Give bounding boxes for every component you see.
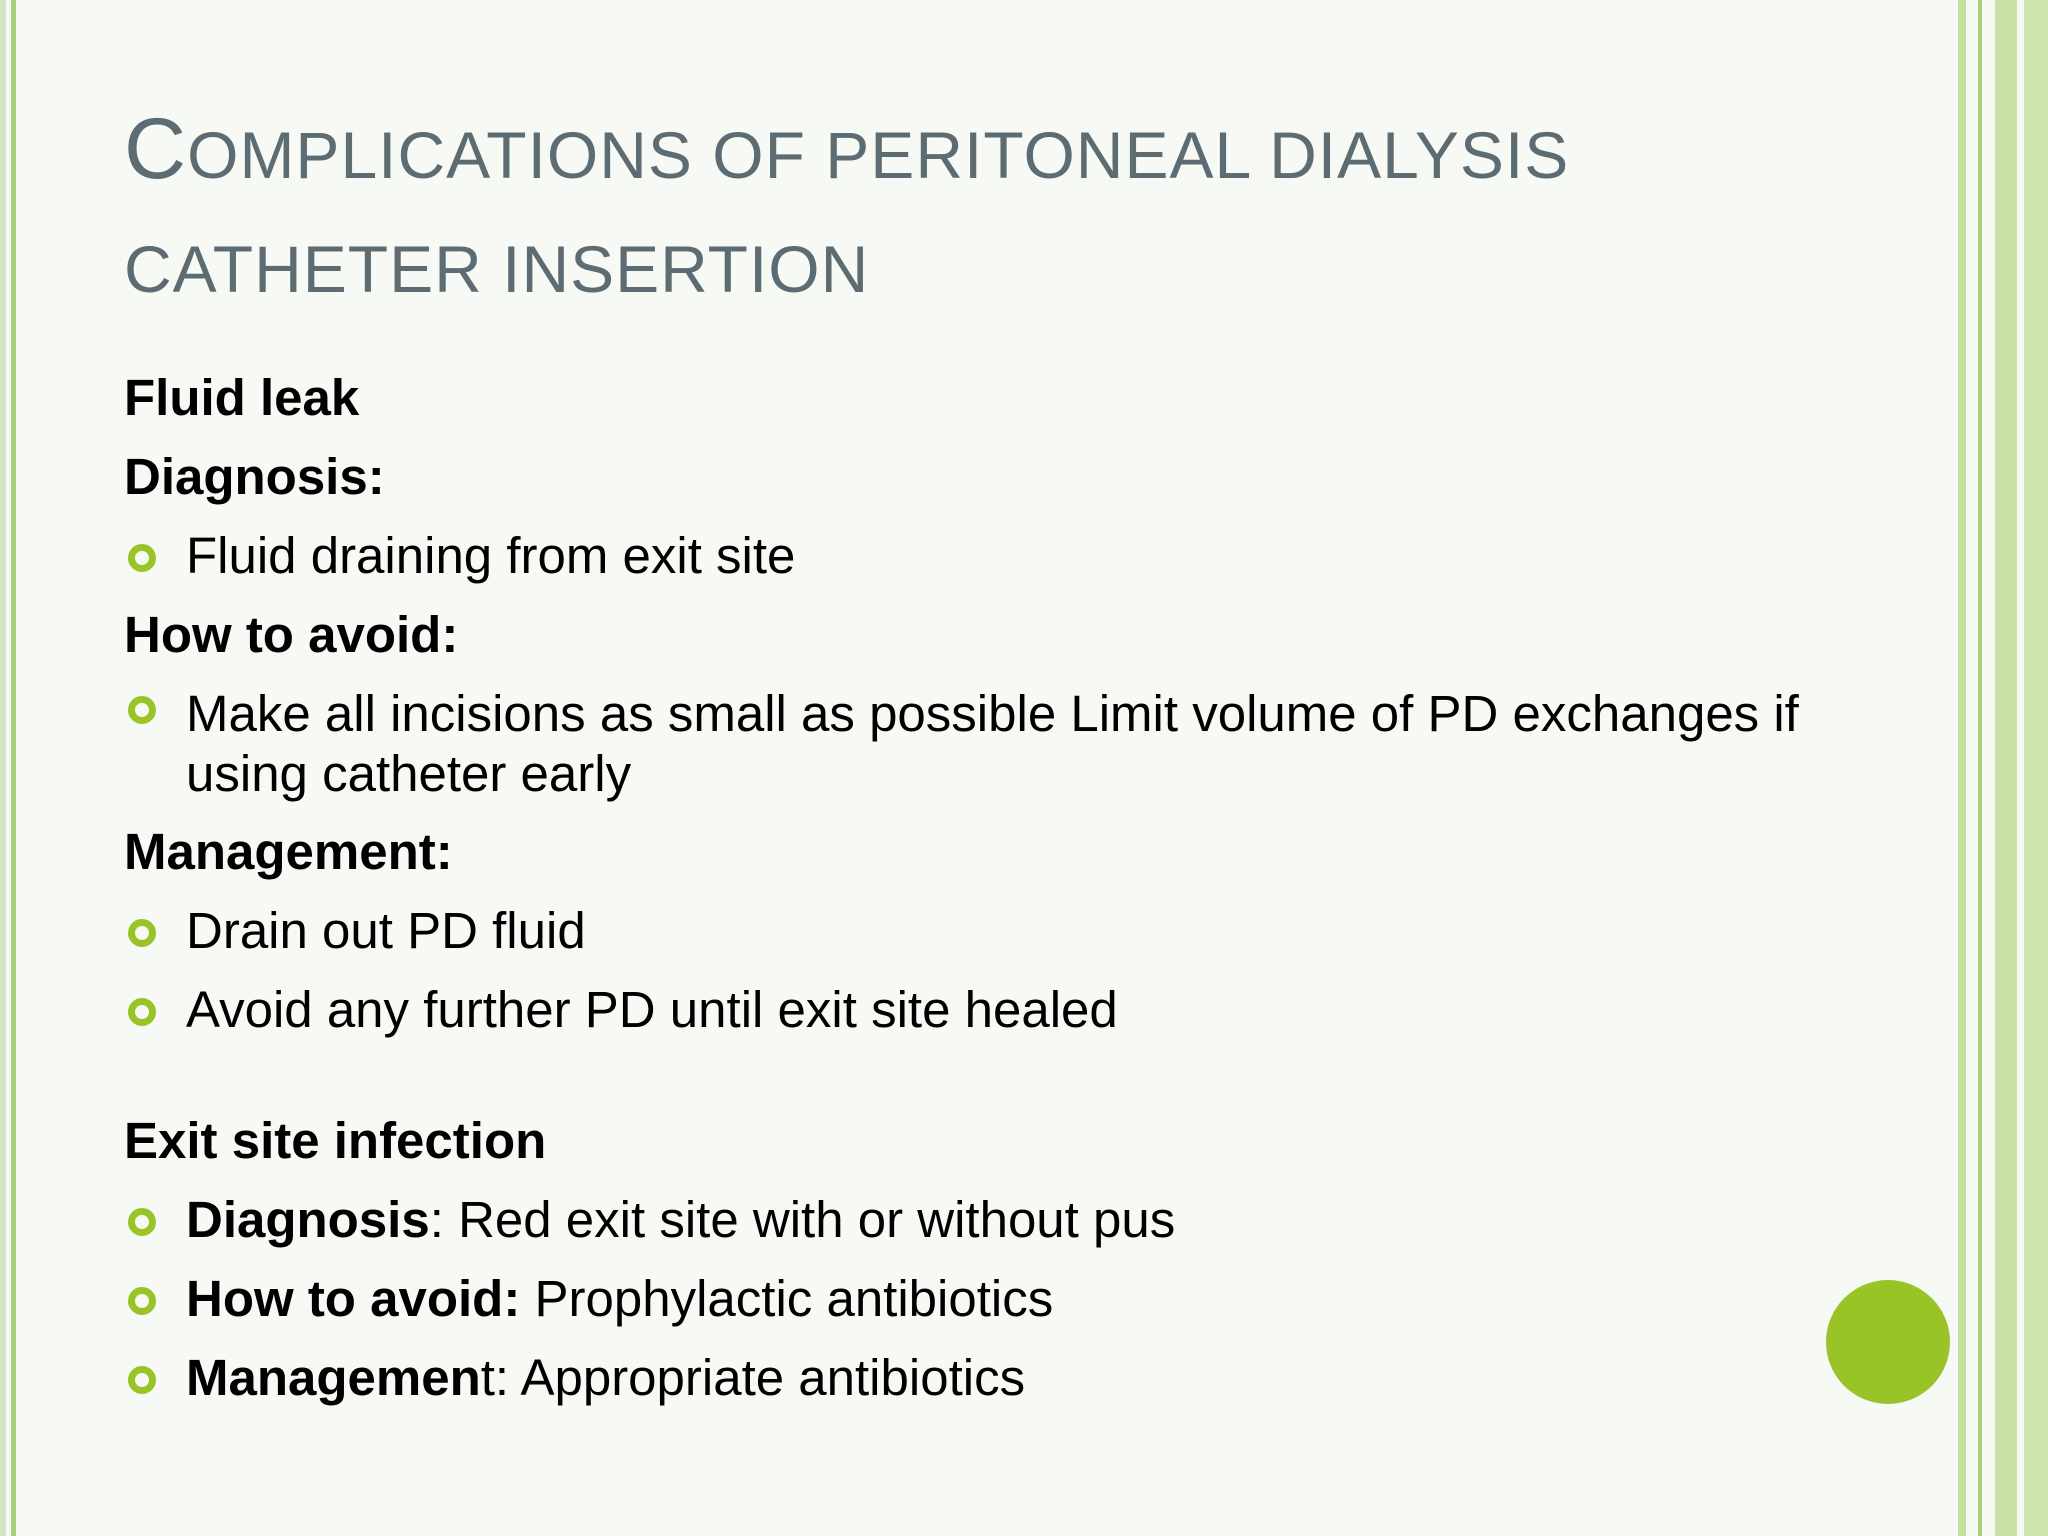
bullet-ring-icon: [128, 919, 156, 947]
list-item-text: Avoid any further PD until exit site healed: [186, 981, 1118, 1038]
diagnosis-heading: Diagnosis:: [124, 448, 385, 505]
title-first-letter: C: [124, 101, 188, 197]
right-border-stripe-wide: [1995, 0, 2017, 1536]
list-item: [124, 970, 1844, 1049]
right-border-stripe-accent: [1978, 0, 1982, 1536]
left-border-stripe: [0, 0, 6, 1536]
list-item-bold-label: Diagnosis: [186, 1191, 430, 1248]
bullet-ring-icon: [128, 544, 156, 572]
list-item: [124, 1259, 1844, 1338]
list-item: [124, 891, 1844, 970]
slide-title: [124, 92, 1844, 326]
bullet-ring-icon: [128, 998, 156, 1026]
right-border-stripe: [1958, 0, 1966, 1536]
exit-site-infection-heading: Exit site infection: [124, 1112, 547, 1169]
list-item: [124, 1338, 1844, 1417]
list-item-text: Fluid draining from exit site: [186, 527, 796, 584]
list-item: [124, 516, 1844, 595]
list-item-text: : Red exit site with or without pus: [429, 1191, 1176, 1248]
bullet-ring-icon: [128, 696, 156, 724]
how-to-avoid-heading: How to avoid:: [124, 606, 459, 663]
list-item-text: Drain out PD fluid: [186, 902, 586, 959]
list-item-text: t: Appropriate antibiotics: [480, 1349, 1026, 1406]
list-item: [124, 674, 1844, 812]
section-spacer: [124, 1049, 1844, 1101]
list-item-text: Prophylactic antibiotics: [520, 1270, 1054, 1327]
title-line-2: CATHETER INSERTION: [124, 232, 870, 306]
list-item: [124, 1180, 1844, 1259]
decorative-green-circle: [1826, 1280, 1950, 1404]
bullet-ring-icon: [128, 1287, 156, 1315]
title-line-1-rest: OMPLICATIONS OF PERITONEAL DIALYSIS: [187, 118, 1570, 192]
bullet-ring-icon: [128, 1208, 156, 1236]
list-item-bold-label: How to avoid:: [186, 1270, 521, 1327]
right-border-stripe-edge: [2024, 0, 2048, 1536]
bullet-ring-icon: [128, 1366, 156, 1394]
list-item-text: Make all incisions as small as possible Limit volume of PD exchanges if using catheter early: [186, 685, 1799, 802]
list-item-bold-label: Managemen: [186, 1349, 481, 1406]
fluid-leak-heading: Fluid leak: [124, 369, 360, 426]
title-line-1: [124, 92, 1844, 212]
slide-body: [124, 358, 1844, 1417]
management-heading: Management:: [124, 823, 453, 880]
left-border-stripe-accent: [11, 0, 16, 1536]
